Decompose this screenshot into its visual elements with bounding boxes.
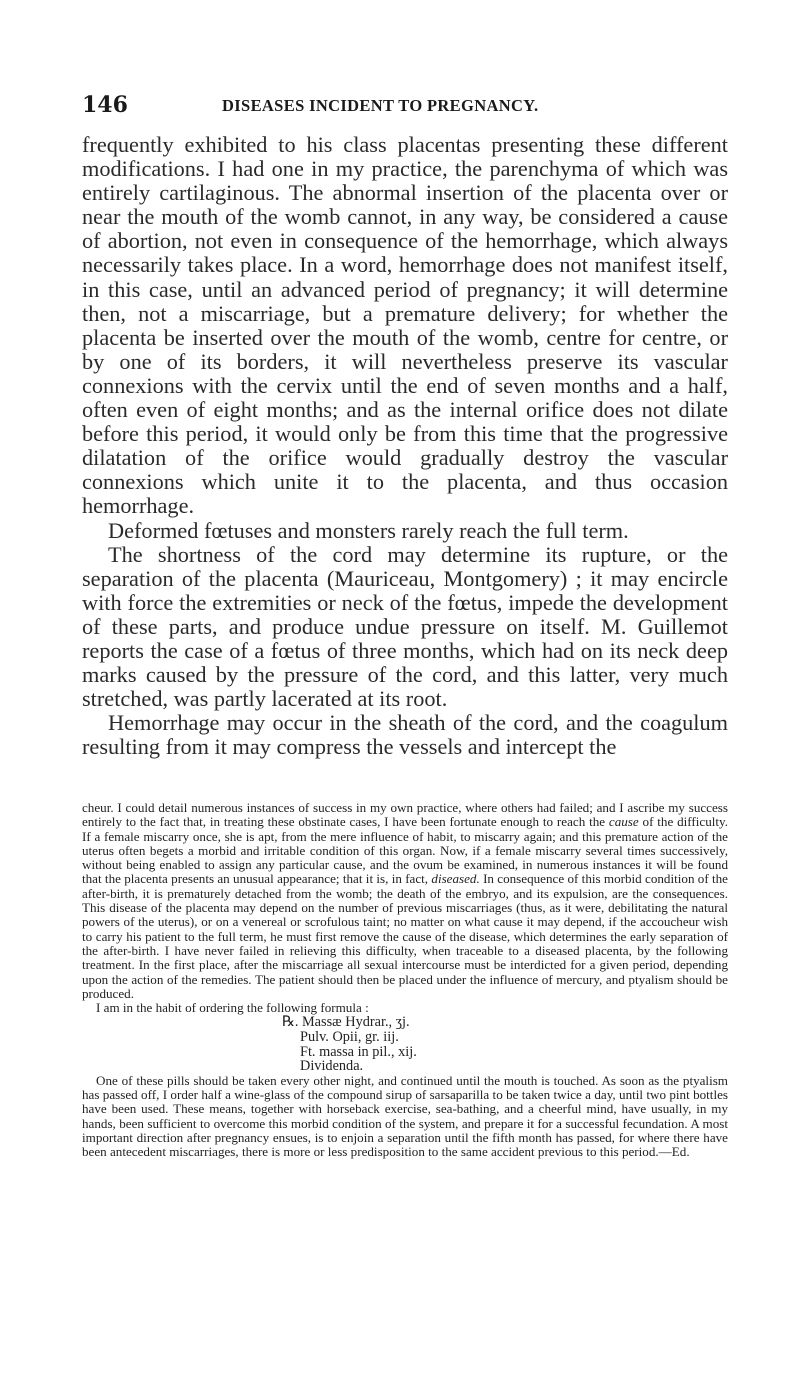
paragraph: The shortness of the cord may determine its rupture, or the separation of the placenta (Mauriceau, Montgomery) ; it may encircle with force the extremities or neck of the fœtus, impede the development of these parts, and produce undue pressure on itself. M. Guillemot reports the case of a fœtus of three months, which had on its neck deep marks caused by the pressure of the cord, and this latter, very much stretched, was partly lacerated at its root. — [82, 541, 728, 712]
main-text — [82, 133, 728, 759]
paragraph: Deformed fœtuses and monsters rarely reach the full term. — [108, 517, 629, 543]
book-page — [82, 0, 728, 1387]
paragraph: frequently exhibited to his class placentas presenting these different modifications. I had one in my practice, the parenchyma of which was entirely cartilaginous. The abnormal insertion of the placenta over or near the mouth of the womb cannot, in any way, be considered a cause of abortion, not even in consequence of the hemorrhage, which always necessarily takes place. In a word, hemorrhage does not manifest itself, in this case, until an advanced period of pregnancy; it will determine then, not a miscarriage, but a premature delivery; for whether the placenta be inserted over the mouth of the womb, centre for centre, or by one of its borders, it will nevertheless preserve its vascular connexions with the cervix until the end of seven months and a half, often even of eight months; and as the internal orifice does not dilate before this period, it would only be from this time that the progressive dilatation of the orifice would gradually destroy the vascular connexions which unite it to the placenta, and thus occasion hemorrhage. — [82, 132, 728, 519]
paragraph: Hemorrhage may occur in the sheath of the cord, and the coagulum resulting from it may compress the vessels and intercept the — [82, 710, 728, 760]
note-paragraph: One of these pills should be taken every other night, and continued until the mouth is touched. As soon as the ptyalism has passed off, I order half a wine-glass of the compound sirup of sarsaparilla to be taken twice a day, until two pint bottles have been used. These means, together with horseback exercise, sea-bathing, and a cheerful mind, have usually, in my hands, been sufficient to overcome this morbid condition of the system, and prepare it for a successful fecundation. A most important direction after pregnancy ensues, is to enjoin a separation until the fifth month has passed, for where there have been antecedent miscarriages, there is more or less predisposition to the same accident previous to this period.—Ed. — [82, 1072, 728, 1160]
formula-line: Ft. massa in pil., xij. — [300, 1043, 417, 1060]
formula-line: Dividenda. — [300, 1058, 364, 1075]
prescription-formula — [82, 1015, 728, 1073]
page-number: 146 — [82, 92, 128, 118]
emphasis-diseased: diseased. — [431, 871, 480, 887]
editor-footnote — [82, 801, 728, 1160]
page-header — [82, 92, 728, 118]
formula-line: Pulv. Opii, gr. iij. — [300, 1029, 399, 1046]
formula-line: ℞. Massæ Hydrar., ʒj. — [282, 1014, 410, 1031]
note-paragraph: I am in the habit of ordering the following formula : — [96, 1000, 369, 1016]
note-paragraph: cheur. I could detail numerous instances of success in my own practice, where others had failed; and I ascribe my success entirely to the fact that, in treating these obstinate cases, I have been fortunate enough to reach the cause of the difficulty. If a female miscarry once, she is apt, from the mere influence of habit, to miscarry again; and this premature action of the uterus often begets a morbid and irritable condition of this organ. Now, if a female miscarry several times successively, without being enabled to assign any particular cause, and the ovum be examined, in numerous instances it will be found that the placenta presents an unusual appearance; that it is, in fact, diseased. In consequence of this morbid condition of the after-birth, it is prematurely detached from the womb; the death of the embryo, and its expulsion, are the consequences. This disease of the placenta may depend on the number of previous miscarriages (thus, as it were, debilitating the natural powers of the uterus), or on a venereal or scrofulous taint; no matter on what cause it may depend, if the accoucheur wish to carry his patient to the full term, he must first remove the cause of the disease, which determines the early separation of the after-birth. I have never failed in relieving this difficulty, when traceable to a diseased placenta, by the following treatment. In the first place, after the miscarriage all sexual intercourse must be interdicted for a given period, depending upon the action of the remedies. The patient should then be placed under the influence of mercury, and ptyalism should be produced. — [82, 800, 729, 1001]
emphasis-cause: cause — [608, 814, 639, 830]
running-head: DISEASES INCIDENT TO PREGNANCY. — [222, 96, 539, 115]
